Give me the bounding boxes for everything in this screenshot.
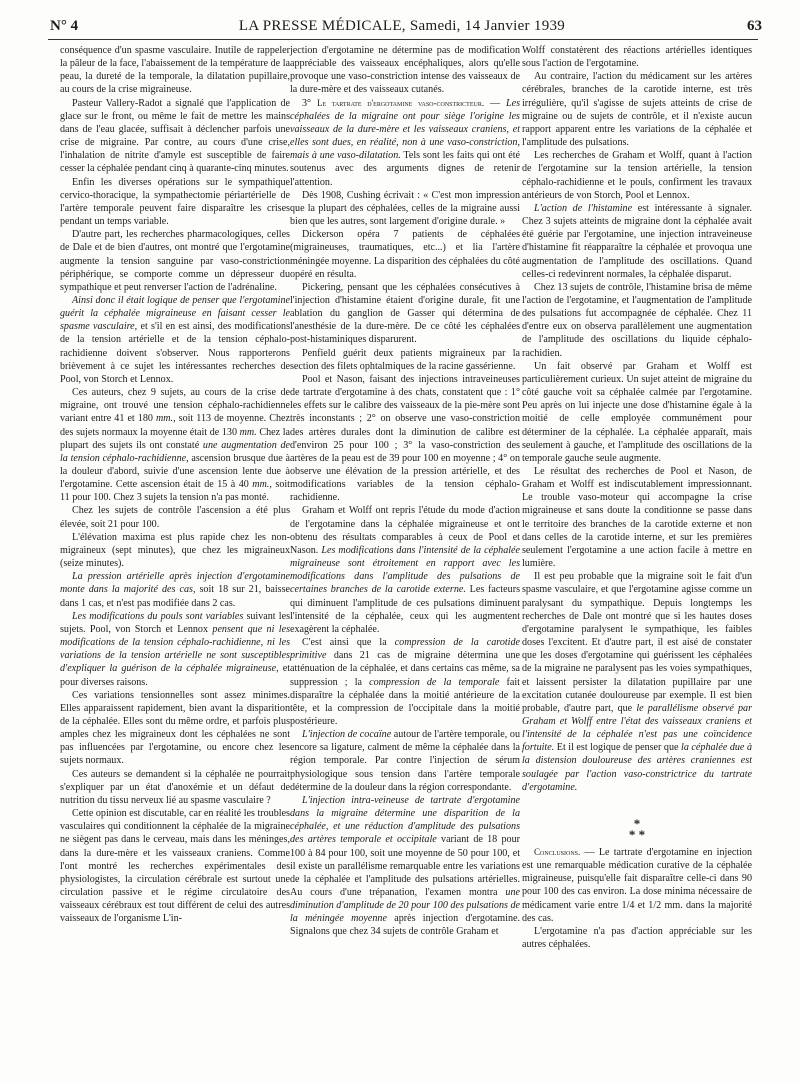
paragraph: Les modifications du pouls sont variables suivant les sujets. Pool, von Storch et Lennox pensent que ni les modifications de la tension céphalo-rachidienne, ni les variations de la tension artérielle ne sont susceptibles d'expliquer la guérison de la céphalée migraineuse, et pour diverses raisons. xyxy=(60,610,291,688)
paragraph: Chez 13 sujets de contrôle, l'histamine brisa de même l'action de l'ergotamine, et l'augmentation de l'amplitude des pulsations fut accompagnée de céphalée. Chez 11 d'entre eux on observa parallèlement une augmentation de l'amplitude des oscillations du liquide céphalo-rachidien. xyxy=(522,281,752,359)
paragraph: conséquence d'un spasme vasculaire. Inutile de rappeler la pâleur de la face, l'abaissement de la température de la peau, la dureté de la temporale, la dilatation pupillaire, au cours de la crise migraineuse. xyxy=(60,45,290,96)
paragraph: Ces auteurs, chez 9 sujets, au cours de la crise de migraine, ont trouvé une tension céphalo-rachidienne variant entre 41 et 180 mm., soit 113 de moyenne. Chez des sujets normaux la moyenne était de 130 mm. Chez la plupart des sujets ils ont constaté une augmentation de la tension céphalo-rachidienne, ascension brusque due à la douleur d'abord, suivie d'une ascension lente due à l'ergotamine. Cette ascension était de 15 à 40 mm., soit 11 pour 100. Chez 3 sujets la tension n'a pas monté. xyxy=(60,387,290,504)
page-number: 63 xyxy=(747,18,762,34)
paragraph: Les recherches de Graham et Wolff, quant à l'action de l'ergotamine sur la tension artérielle, la tension céphalo-rachidienne et le pouls, confirment les travaux antérieurs de von Storch, Pool et Lennox. xyxy=(522,150,752,201)
paragraph: Chez les sujets de contrôle l'ascension a été plus élevée, soit 21 pour 100. xyxy=(60,505,290,530)
conclusions-heading: Conclusions. xyxy=(534,846,581,857)
paragraph: L'élévation maxima est plus rapide chez les non-migraineux (sept minutes), que chez les migraineux (seize minutes). xyxy=(60,531,290,570)
header-rule xyxy=(48,39,758,40)
paragraph: 3° Le tartrate d'ergotamine vaso-constricteur. — Les céphalées de la migraine ont pour siège l'origine les vaisseaux de la dure-mère et les vaisseaux craniens, et elles sont dues, en réalité, non à une vaso-constriction, mais à une vaso-dilatation. Tels sont les faits qui ont été soutenus avec des arguments dignes de retenir l'attention. xyxy=(290,97,521,188)
paragraph: Un fait observé par Graham et Wolff est particulièrement curieux. Un sujet atteint de migraine du côté gauche voit sa céphalée calmée par l'ergotamine. Peu après on lui injecte une dose d'histamine égale à la moitié de celle employée communément pour déterminer de la céphalée. La céphalée apparaît, mais seulement à gauche, et l'amplitude des oscillations de la temporale gauche seule augmente. xyxy=(522,360,752,464)
paragraph: Pickering, pensant que les céphalées consécutives à l'injection d'histamine étaient d'origine durale, fit une ablation du ganglion de Gasser qui détermina de l'anesthésie de la dure-mère. De ce côté les céphalées post-histaminiques disparurent. xyxy=(290,281,520,346)
text-column-2 xyxy=(290,44,520,939)
paragraph: Pool et Nason, faisant des injections intraveineuses de tartrate d'ergotamine à des chats, constatent que : 1° les effets sur le calibre des vaisseaux de la pie-mère sont très inconstants ; 2° on observe une vaso-constriction des artères durales dont la diminution de calibre est d'environ 25 pour 100 ; 3° la vaso-constriction des artères de la peau est de 39 pour 100 en moyenne ; 4° on observe une élévation de la pression artérielle, et des modifications variables de la tension céphalo-rachidienne. xyxy=(290,373,520,504)
paragraph: Conclusions. — Le tartrate d'ergotamine en injection est une remarquable médication curative de la céphalée migraineuse, puisqu'elle fait disparaître celle-ci dans 90 pour 100 des cas environ. La dose minima nécessaire de médicament varie entre 1/4 et 1/2 mm. dans la majorité des cas. xyxy=(522,846,752,924)
text-column-1 xyxy=(60,44,290,925)
paragraph: Ces variations tensionnelles sont assez minimes. Elles apparaissent rapidement, bien avant la disparition de la céphalée. Elles sont du même ordre, et parfois plus amples chez les migraineux dont les céphalées ne sont pas influencées par l'ergotamine, ou encore chez les sujets normaux. xyxy=(60,689,290,767)
paragraph: Graham et Wolff ont repris l'étude du mode d'action de l'ergotamine dans la céphalée migraineuse et ont obtenu des résultats comparables à ceux de Pool et Nason. Les modifications dans l'intensité de la céphalée migraineuse sont étroitement en rapport avec les modifications dans l'amplitude des pulsations de certaines branches de la carotide externe. Les facteurs qui diminuent l'amplitude de ces pulsations diminuent l'intensité de la céphalée, ceux qui les augmentent exagèrent la céphalée. xyxy=(290,505,521,635)
paragraph: La pression artérielle après injection d'ergotamine monte dans la majorité des cas, soit 18 sur 21, baisse dans 1 cas, et n'est pas modifiée dans 2 cas. xyxy=(60,571,290,609)
paragraph: C'est ainsi que la compression de la carotide primitive dans 21 cas de migraine détermina une atténuation de la céphalée, et dans certains cas même, sa suppression ; la compression de la temporale fait disparaître la céphalée dans la moitié antérieure de la tête, et la compression de l'occipitale dans la moitié postérieure. xyxy=(290,637,520,727)
paragraph: Il est peu probable que la migraine soit le fait d'un spasme vasculaire, et que l'ergotamine agisse comme un paralysant du sympathique. Depuis longtemps les recherches de Dale ont montré que si les hautes doses d'ergotamine paralysent le sympathique, les faibles doses l'excitent. Et d'autre part, il est aisé de constater que les doses d'ergotamine qui guérissent les céphalées de la migraine ne paralysent pas les voies sympathiques, et laissent persister la dilatation pupillaire par une excitation cutanée douloureuse par exemple. Il est bien probable, d'autre part, que le parallélisme observé par Graham et Wolff entre l'état des vaisseaux craniens et l'intensité de la céphalée n'est pas une coïncidence fortuite. Et il est logique de penser que la céphalée due à la distension douloureuse des artères craniennes est soulagée par l'action vaso-constrictrice du tartrate d'ergotamine. xyxy=(522,571,753,793)
paragraph: Dès 1908, Cushing écrivait : « C'est mon impression que la plupart des céphalées, celles de la migraine aussi bien que les autres, sont largement d'origine durale. » xyxy=(290,189,520,228)
running-header xyxy=(42,18,762,36)
paragraph: L'action de l'histamine est intéressante à signaler. Chez 3 sujets atteints de migraine dont la céphalée avait été guérie par l'ergotamine, une injection intraveineuse d'histamine fit réapparaître la céphalée et provoqua une augmentation de l'amplitude des oscillations. Quand celles-ci redevinrent normales, la céphalée disparut. xyxy=(522,202,752,280)
paragraph: Le résultat des recherches de Pool et Nason, de Graham et Wolff est indiscutablement impressionnant. Le trouble vaso-moteur qui accompagne la crise migraineuse et sans doute la conditionne se passe dans le territoire des branches de la carotide externe et non dans celles de la carotide interne, et sur les premières seulement l'ergotamine a une action facile à mettre en lumière. xyxy=(522,466,752,570)
paragraph: Ces auteurs se demandent si la céphalée ne pourrait s'expliquer par un état d'anoxémie et un défaut de nutrition du tissu nerveux lié au spasme vasculaire ? xyxy=(60,768,290,806)
conclusions-section xyxy=(522,846,752,951)
journal-title-date: LA PRESSE MÉDICALE, Samedi, 14 Janvier 1939 xyxy=(238,18,566,34)
paragraph: D'autre part, les recherches pharmacologiques, celles de Dale et de bien d'autres, ont montré que l'ergotamine augmente la tension sanguine par vaso-constriction périphérique, se comporte comme un dépresseur du sympathique et peut renverser l'action de l'adrénaline. xyxy=(60,229,290,293)
paragraph: jection d'ergotamine ne détermine pas de modification appréciable des vaisseaux encéphaliques, alors qu'elle provoque une vaso-constriction intense des vaisseaux de la dure-mère et des vaisseaux cutanés. xyxy=(290,45,520,96)
issue-number: N° 4 xyxy=(50,18,79,34)
paragraph: Cette opinion est discutable, car en réalité les troubles vasculaires qui conditionnent la céphalée de la migraine ne siègent pas dans le cerveau, mais dans les méninges, dans la dure-mère et les vaisseaux craniens. Comme l'ont montré les recherches expérimentales des physiologistes, la circulation cérébrale est surtout une circulation passive et le régime circulatoire des vaisseaux cérébraux est tout différent de celui des autres vaisseaux de l'organisme L'in- xyxy=(60,808,290,925)
paragraph: L'ergotamine n'a pas d'action appréciable sur les autres céphalées. xyxy=(522,925,752,950)
paragraph: Wolff constatèrent des réactions artérielles identiques sous l'action de l'ergotamine. xyxy=(522,45,752,70)
paragraph: L'injection de cocaïne autour de l'artère temporale, ou encore sa ligature, calment de même la céphalée dans la région temporale. Par contre l'injection de sérum physiologique sous tension dans l'artère temporale détermine de la douleur dans la région correspondante. xyxy=(290,729,520,793)
paragraph: Pasteur Vallery-Radot a signalé que l'application de glace sur le front, ou même le fait de mettre les mains dans de l'eau glacée, suffisait à déclencher parfois une crise de migraine. Par contre, au cours d'une crise, l'inhalation de nitrite d'amyle est susceptible de faire cesser la céphalée pendant cinq à quarante-cinq minutes. xyxy=(60,97,290,175)
paragraph: Au contraire, l'action du médicament sur les artères cérébrales, branches de la carotide interne, est très irrégulière, qu'il s'agisse de sujets atteints de crise de migraine ou de sujets de contrôle, et il n'existe aucun rapport apparent entre les variations de la céphalée et l'amplitude des pulsations. xyxy=(522,71,752,149)
section-separator-stars: * * * xyxy=(628,815,646,842)
paragraph: L'injection intra-veineuse de tartrate d'ergotamine dans la migraine détermine une disparition de la céphalée, et une réduction d'amplitude des pulsations des artères temporale et occipitale variant de 18 pour 100 à 84 pour 100, soit une moyenne de 50 pour 100, et il existe un parallélisme remarquable entre les variations de la céphalée et l'amplitude des pulsations artérielles. Au cours d'une trépanation, l'examen montra une diminution d'amplitude de 20 pour 100 des pulsations de la méningée moyenne après injection d'ergotamine. Signalons que chez 34 sujets de contrôle Graham et xyxy=(290,794,520,938)
paragraph: Penfield guérit deux patients migraineux par la section des filets ophtalmiques de la racine gassérienne. xyxy=(290,347,520,372)
paragraph: Dickerson opéra 7 patients de céphalées (migraineuses, traumatiques, etc...) et lia l'artère méningée moyenne. La disparition des céphalées du côté opéré en résulta. xyxy=(290,229,520,280)
paragraph: Enfin les diverses opérations sur le sympathique cervico-thoracique, la sympathectomie périartérielle de l'artère temporale peuvent faire disparaître les crises pendant un temps variable. xyxy=(60,176,290,228)
column-3-body xyxy=(522,44,752,794)
text-column-3 xyxy=(522,44,752,951)
paragraph: Ainsi donc il était logique de penser que l'ergotamine guérit la céphalée migraineuse en faisant cesser le spasme vasculaire, et s'il en est ainsi, des modifications de la tension artérielle et de la tension céphalo-rachidienne doivent s'observer. Nous rapporterons brièvement à ce sujet les intéressantes recherches de Pool, von Storch et Lennox. xyxy=(60,294,290,385)
